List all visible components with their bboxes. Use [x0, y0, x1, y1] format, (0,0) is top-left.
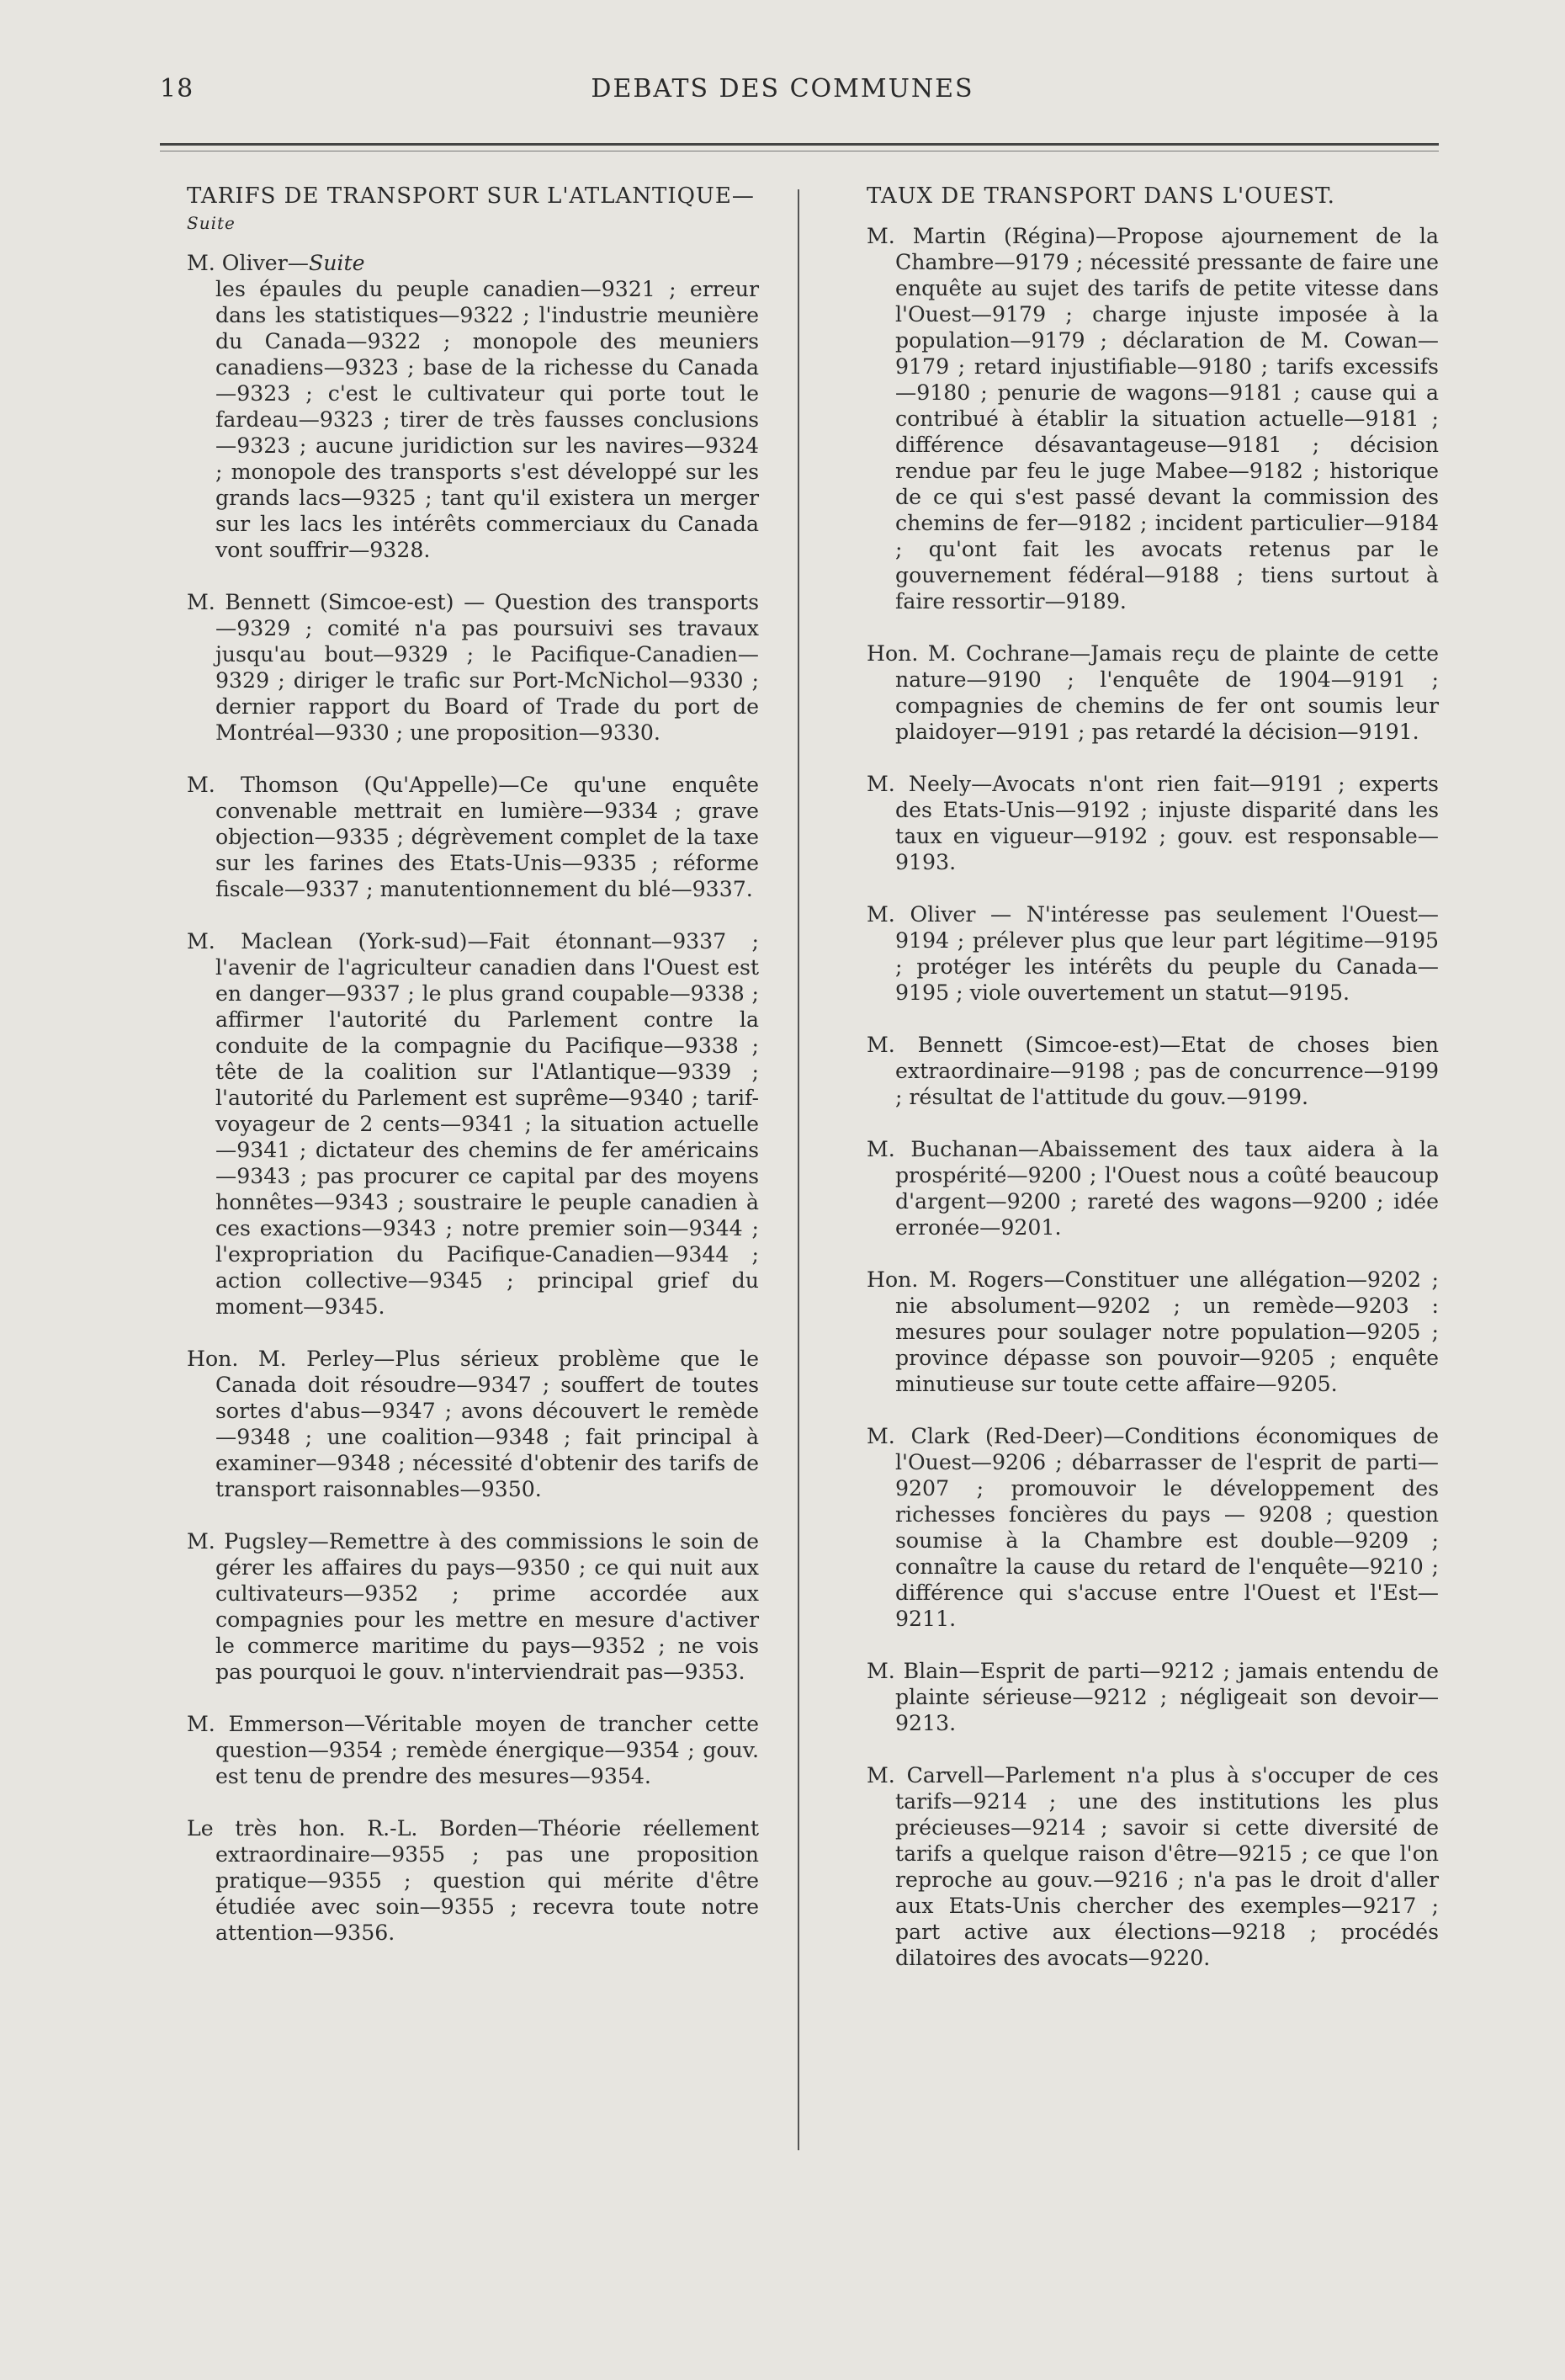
index-entry [867, 771, 1439, 875]
entry-text: —Parlement n'a plus à s'occuper de ces tarifs—9214 ; une des institutions les plus précieuses—9214 ; savoir si cette diversité de tarifs a quelque raison d'être—9215 ; ce que l'on reproche au gouv.—9216 ; n'a pas le droit d'aller aux Etats-Unis chercher des exemples—9217 ; part active aux élections—9218 ; procédés dilatoires des avocats—9220. [895, 1763, 1439, 1970]
entry-text: —Théorie réellement extraordinaire—9355 ; pas une proposition pratique—9355 ; question qui mérite d'être étudiée avec soin—9355 ; recevra toute notre attention—9356. [215, 1816, 759, 1945]
entry-speaker: M. Bennett (Simcoe-est) [187, 590, 454, 614]
right-section-heading: TAUX DE TRANSPORT DANS L'OUEST. [867, 183, 1335, 209]
entry-text: —Esprit de parti—9212 ; jamais entendu de plainte sérieuse—9212 ; négligeait son devoir—9213. [895, 1659, 1439, 1735]
entry-speaker: M. Thomson (Qu'Appelle) [187, 773, 499, 797]
header-rule [160, 143, 1439, 151]
entry-text: —Etat de choses bien extraordinaire—9198 ; pas de concurrence—9199 ; résultat de l'attitude du gouv.—9199. [895, 1033, 1439, 1109]
entry-speaker: Hon. M. Rogers [867, 1267, 1044, 1292]
entry-speaker: Hon. M. Perley [187, 1347, 374, 1371]
entry-text: —Avocats n'ont rien fait—9191 ; experts des Etats-Unis—9192 ; injuste disparité dans les taux en vigueur—9192 ; gouv. est responsable—9193. [895, 772, 1439, 874]
entry-speaker: M. Bennett (Simcoe-est) [867, 1033, 1159, 1057]
index-entry [867, 223, 1439, 614]
entry-speaker: M. Blain [867, 1659, 959, 1683]
left-column [187, 183, 759, 1972]
entry-speaker: M. Pugsley [187, 1529, 308, 1554]
entry-text: —Plus sérieux problème que le Canada doit résoudre—9347 ; souffert de toutes sortes d'abus—9347 ; avons découvert le remède—9348 ; une coalition—9348 ; fait principal à examiner—9348 ; nécessité d'obtenir des tarifs de transport raisonnables—9350. [215, 1347, 759, 1501]
index-entry [187, 1815, 759, 1946]
entry-text: —Constituer une allégation—9202 ; nie absolument—9202 ; un remède—9203 : mesures pour soulager notre population—9205 ; province dépasse son pouvoir—9205 ; enquête minutieuse sur toute cette affaire—9205. [895, 1267, 1439, 1396]
index-entry [187, 1346, 759, 1502]
index-entry [187, 772, 759, 902]
entry-text: —Fait étonnant—9337 ; l'avenir de l'agriculteur canadien dans l'Ouest est en danger—9337 ; le plus grand coupable—9338 ; affirmer l'autorité du Parlement contre la conduite de la compagnie du Pacifique—9338 ; tête de la coalition sur l'Atlantique—9339 ; l'autorité du Parlement est suprême—9340 ; tarif-voyageur de 2 cents—9341 ; la situation actuelle—9341 ; dictateur des chemins de fer américains—9343 ; pas procurer ce capital par des moyens honnêtes—9343 ; soustraire le peuple canadien à ces exactions—9343 ; notre premier soin—9344 ; l'expropriation du Pacifique-Canadien—9344 ; action collective—9345 ; principal grief du moment—9345. [215, 929, 759, 1319]
index-entry [867, 1032, 1439, 1110]
entry-text: —Conditions économiques de l'Ouest—9206 ; débarrasser de l'esprit de parti—9207 ; promouvoir le développement des richesses foncières du pays — 9208 ; question soumise à la Chambre est double—9209 ; connaître la cause du retard de l'enquête—9210 ; différence qui s'accuse entre l'Ouest et l'Est—9211. [895, 1424, 1439, 1631]
index-entry [187, 1711, 759, 1789]
left-heading-text: TARIFS DE TRANSPORT SUR L'ATLANTIQUE— [187, 183, 755, 209]
right-column [867, 183, 1439, 1997]
entry-text: —Remettre à des commissions le soin de gérer les affaires du pays—9350 ; ce qui nuit aux cultivateurs—9352 ; prime accordée aux compagnies pour les mettre en mesure d'activer le commerce maritime du pays—9352 ; ne vois pas pourquoi le gouv. n'interviendrait pas—9353. [215, 1529, 759, 1684]
entry-speaker: M. Buchanan [867, 1137, 1018, 1161]
entry-text: —Ce qu'une enquête convenable mettrait en lumière—9334 ; grave objection—9335 ; dégrèvement complet de la taxe sur les farines des Etats-Unis—9335 ; réforme fiscale—9337 ; manutentionnement du blé—9337. [215, 773, 759, 901]
entry-speaker: M. Clark (Red-Deer) [867, 1424, 1104, 1448]
entry-speaker: M. Emmerson [187, 1712, 344, 1736]
entry-text: —Propose ajournement de la Chambre—9179 ; nécessité pressante de faire une enquête au sujet des tarifs de petite vitesse dans l'Ouest—9179 ; charge injuste imposée à la population—9179 ; déclaration de M. Cowan—9179 ; retard injustifiable—9180 ; tarifs excessifs—9180 ; penurie de wagons—9181 ; cause qui a contribué à établir la situation actuelle—9181 ; différence désavantageuse—9181 ; décision rendue par feu le juge Mabee—9182 ; historique de ce qui s'est passé devant la commission des chemins de fer—9182 ; incident particulier—9184 ; qu'ont fait les avocats retenus par le gouvernement fédéral—9188 ; tiens surtout à faire ressortir—9189. [895, 224, 1440, 614]
entry-text: —Jamais reçu de plainte de cette nature—9190 ; l'enquête de 1904—9191 ; compagnies de chemins de fer ont soumis leur plaidoyer—9191 ; pas retardé la décision—9191. [895, 641, 1439, 744]
entry-speaker: M. Neely [867, 772, 972, 796]
index-entry [867, 901, 1439, 1006]
index-entry [867, 1423, 1439, 1632]
index-entry [867, 1136, 1439, 1240]
entry-speaker: M. Oliver [867, 902, 976, 927]
index-entry [187, 928, 759, 1320]
index-entry [867, 1762, 1439, 1971]
index-entry [867, 640, 1439, 745]
entry-text: —Véritable moyen de trancher cette question—9354 ; remède énergique—9354 ; gouv. est tenu de prendre des mesures—9354. [215, 1712, 759, 1788]
index-entry [867, 1658, 1439, 1736]
entry-text: —Abaissement des taux aidera à la prospérité—9200 ; l'Ouest nous a coûté beaucoup d'argent—9200 ; rareté des wagons—9200 ; idée erronée—9201. [895, 1137, 1439, 1240]
index-entry [187, 589, 759, 746]
entry-speaker: M. Martin (Régina) [867, 224, 1096, 248]
index-entry [867, 1267, 1439, 1397]
entry-text: — N'intéresse pas seulement l'Ouest—9194 ; prélever plus que leur part légitime—9195 ; protéger les intérêts du peuple du Canada—9195 ; viole ouvertement un statut—9195. [895, 902, 1439, 1005]
entry-speaker: Le très hon. R.-L. Borden [187, 1816, 518, 1841]
entry-speaker: Hon. M. Cochrane [867, 641, 1069, 666]
page-number: 18 [160, 74, 194, 104]
index-entry [187, 1528, 759, 1685]
left-section-heading [187, 183, 759, 236]
entry-speaker: M. Maclean (York-sud) [187, 929, 468, 954]
entry-speaker-cont: Suite [308, 251, 365, 275]
entry-text: — Question des transports—9329 ; comité n'a pas poursuivi ses travaux jusqu'au bout—9329 ; le Pacifique-Canadien—9329 ; diriger le trafic sur Port-McNichol—9330 ; dernier rapport du Board of Trade du port de Montréal—9330 ; une proposition—9330. [215, 590, 760, 745]
column-divider [798, 189, 799, 2150]
entry-text: les épaules du peuple canadien—9321 ; erreur dans les statistiques—9322 ; l'industrie meunière du Canada—9322 ; monopole des meuniers canadiens—9323 ; base de la richesse du Canada—9323 ; c'est le cultivateur qui porte tout le fardeau—9323 ; tirer de très fausses conclusions—9323 ; aucune juridiction sur les navires—9324 ; monopole des transports s'est développé sur les grands lacs—9325 ; tant qu'il existera un merger sur les lacs les intérêts commerciaux du Canada vont souffrir—9328. [215, 277, 759, 562]
entry-speaker: M. Oliver— [187, 251, 309, 275]
running-title: DEBATS DES COMMUNES [591, 74, 974, 104]
index-entry [187, 250, 759, 563]
left-heading-cont: Suite [187, 213, 236, 233]
entry-speaker: M. Carvell [867, 1763, 984, 1788]
